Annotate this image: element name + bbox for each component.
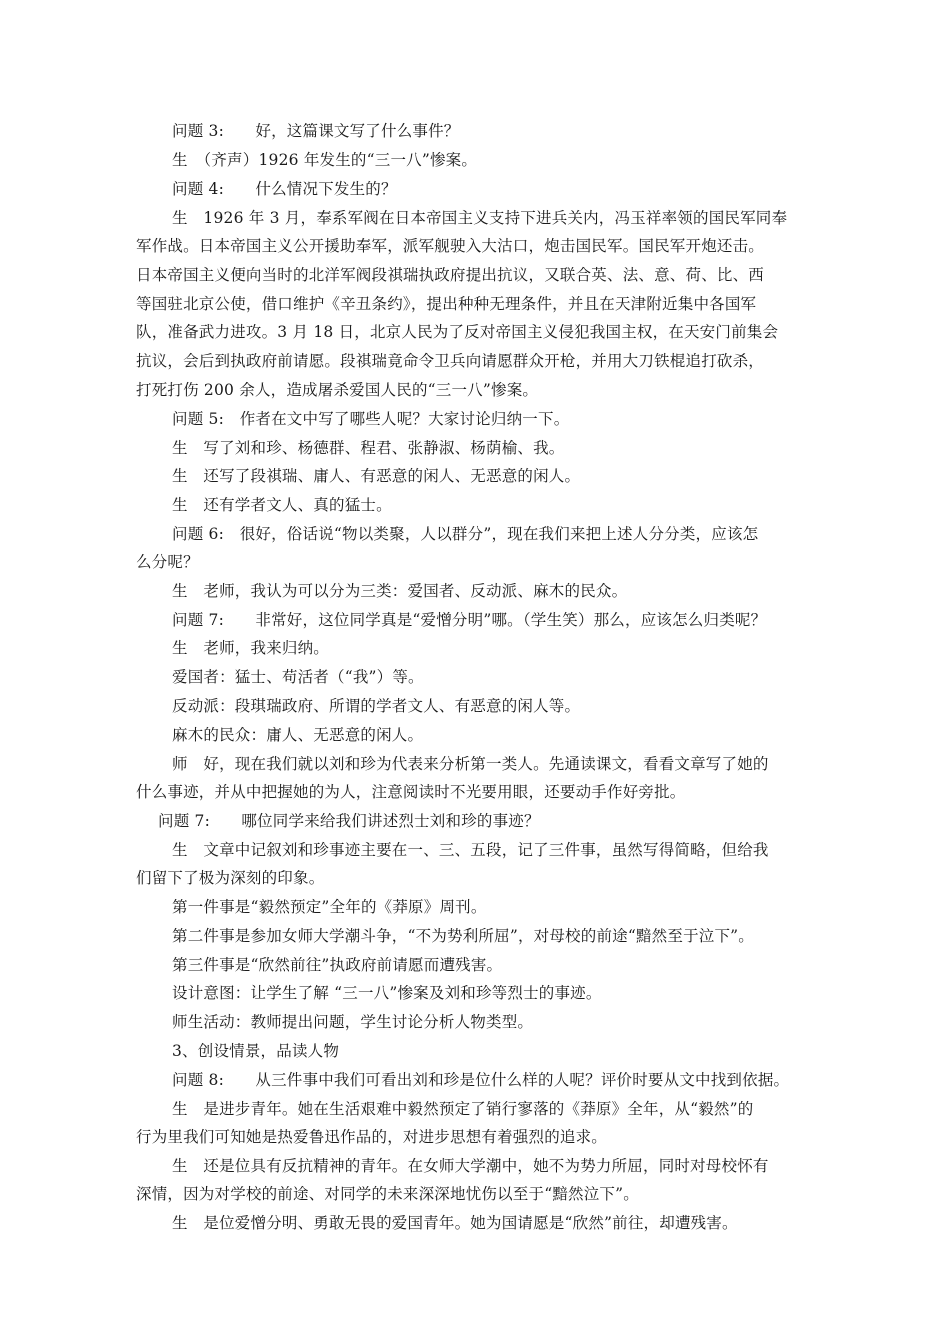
text-line: 日本帝国主义便向当时的北洋军阀段祺瑞执政府提出抗议，又联合英、法、意、荷、比、西 <box>136 266 765 284</box>
text-line: 抗议，会后到执政府前请愿。段祺瑞竟命令卫兵向请愿群众开枪，并用大刀铁棍追打砍杀， <box>136 352 765 370</box>
text-line: 问题 8: 从三件事中我们可看出刘和珍是位什么样的人呢？评价时要从文中找到依据。 <box>172 1071 790 1089</box>
text-line: 第一件事是“毅然预定”全年的《莽原》周刊。 <box>172 898 487 916</box>
text-line: 爱国者：猛士、苟活者（“我”）等。 <box>172 668 424 686</box>
text-line: 行为里我们可知她是热爱鲁迅作品的，对进步思想有着强烈的追求。 <box>136 1128 608 1146</box>
text-line: 第三件事是“欣然前往”执政府前请愿而遭残害。 <box>172 956 503 974</box>
text-line: 队，准备武力进攻。3 月 18 日，北京人民为了反对帝国主义侵犯我国主权，在天安门前集会 <box>136 323 779 341</box>
text-line: 什么事迹，并从中把握她的为人，注意阅读时不光要用眼，还要动手作好旁批。 <box>136 783 686 801</box>
text-line: 生 文章中记叙刘和珍事迹主要在一、三、五段，记了三件事，虽然写得简略，但给我 <box>172 841 769 859</box>
text-line: 问题 5: 作者在文中写了哪些人呢？大家讨论归纳一下。 <box>172 410 570 428</box>
text-line: 生 是进步青年。她在生活艰难中毅然预定了销行寥落的《莽原》全年，从“毅然”的 <box>172 1100 754 1118</box>
text-line: 反动派：段琪瑞政府、所谓的学者文人、有恶意的闲人等。 <box>172 697 581 715</box>
text-line: 么分呢？ <box>136 553 199 571</box>
text-line: 生 还有学者文人、真的猛士。 <box>172 496 392 514</box>
text-line: 麻木的民众：庸人、无恶意的闲人。 <box>172 726 424 744</box>
text-line: 生 是位爱憎分明、勇敢无畏的爱国青年。她为国请愿是“欣然”前往，却遭残害。 <box>172 1214 738 1232</box>
text-line: 生 （齐声）1926 年发生的“三一八”惨案。 <box>172 151 478 169</box>
text-line: 等国驻北京公使，借口维护《辛丑条约》，提出种种无理条件，并且在天津附近集中各国军 <box>136 295 757 313</box>
text-line: 师 好，现在我们就以刘和珍为代表来分析第一类人。先通读课文，看看文章写了她的 <box>172 755 769 773</box>
text-line: 问题 6: 很好，俗话说“物以类聚，人以群分”，现在我们来把上述人分分类，应该怎 <box>172 525 759 543</box>
text-line: 生 老师，我来归纳。 <box>172 639 330 657</box>
text-line: 设计意图：让学生了解 “三一八”惨案及刘和珍等烈士的事迹。 <box>172 984 602 1002</box>
text-line: 生 还是位具有反抗精神的青年。在女师大学潮中，她不为势力所屈，同时对母校怀有 <box>172 1157 769 1175</box>
text-line: 生 写了刘和珍、杨德群、程君、张静淑、杨荫榆、我。 <box>172 439 565 457</box>
text-line: 生 1926 年 3 月，奉系军阀在日本帝国主义支持下进兵关内，冯玉祥率领的国民军同奉 <box>172 209 788 227</box>
text-line: 军作战。日本帝国主义公开援助奉军，派军舰驶入大沽口，炮击国民军。国民军开炮还击。 <box>136 237 765 255</box>
text-line: 问题 7: 哪位同学来给我们讲述烈士刘和珍的事迹？ <box>158 812 540 830</box>
text-line: 打死打伤 200 余人，造成屠杀爱国人民的“三一八”惨案。 <box>136 381 539 399</box>
text-line: 们留下了极为深刻的印象。 <box>136 869 325 887</box>
section-heading: 3、创设情景，品读人物 <box>172 1042 340 1060</box>
text-line: 第二件事是参加女师大学潮斗争，“不为势利所屈”，对母校的前途“黯然至于泣下”。 <box>172 927 754 945</box>
text-line: 生 还写了段祺瑞、庸人、有恶意的闲人、无恶意的闲人。 <box>172 467 581 485</box>
text-line: 师生活动：教师提出问题，学生讨论分析人物类型。 <box>172 1013 534 1031</box>
text-line: 问题 7: 非常好，这位同学真是“爱憎分明”哪。（学生笑）那么，应该怎么归类呢？ <box>172 611 767 629</box>
text-line: 问题 4: 什么情况下发生的？ <box>172 180 397 198</box>
text-line: 问题 3: 好，这篇课文写了什么事件？ <box>172 122 460 140</box>
text-line: 深情，因为对学校的前途、对同学的未来深深地忧伤以至于“黯然泣下”。 <box>136 1185 639 1203</box>
text-line: 生 老师，我认为可以分为三类：爱国者、反动派、麻木的民众。 <box>172 582 628 600</box>
